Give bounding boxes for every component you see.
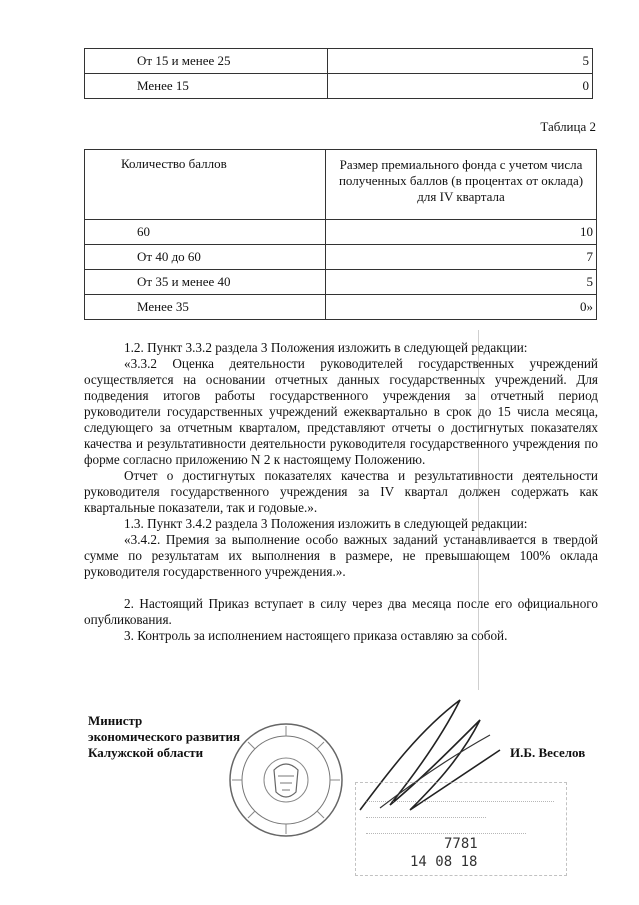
row-value: 7 xyxy=(326,245,597,270)
paragraph: 1.2. Пункт 3.3.2 раздела 3 Положения изложить в следующей редакции: xyxy=(124,340,528,355)
row-value: 10 xyxy=(326,220,597,245)
registration-date: 14 08 18 xyxy=(410,854,478,870)
score-table-continuation xyxy=(84,48,593,99)
row-label: От 40 до 60 xyxy=(85,245,326,270)
row-label: От 15 и менее 25 xyxy=(85,49,328,74)
header-score-count: Количество баллов xyxy=(85,150,326,220)
registration-number: 7781 xyxy=(444,836,478,852)
signatory-line: экономического развития xyxy=(88,729,241,744)
row-label: 60 xyxy=(85,220,326,245)
table-row xyxy=(85,49,593,74)
row-label: Менее 15 xyxy=(85,74,328,99)
table-caption: Таблица 2 xyxy=(540,119,596,134)
table-row xyxy=(85,245,597,270)
paragraph: 1.3. Пункт 3.4.2 раздела 3 Положения изложить в следующей редакции: xyxy=(124,516,528,531)
row-value: 5 xyxy=(326,270,597,295)
row-label: Менее 35 xyxy=(85,295,326,320)
row-value: 0» xyxy=(326,295,597,320)
header-bonus-fund xyxy=(326,150,597,220)
paragraph: «3.4.2. Премия за выполнение особо важных заданий устанавливается в твердой сумме по результатам их выполнения в размере, не превышающем 100% оклада руководителя государственного учреждения.». xyxy=(84,532,598,579)
table-header-row xyxy=(85,150,597,220)
row-value: 0 xyxy=(328,74,593,99)
header-line: Размер премиального фонда с учетом числа xyxy=(339,157,583,172)
document-body xyxy=(84,340,598,644)
table-row xyxy=(85,270,597,295)
official-seal-icon xyxy=(226,720,346,840)
paragraph: 2. Настоящий Приказ вступает в силу через два месяца после его официального опубликования. xyxy=(84,596,598,627)
signatory-title xyxy=(88,713,240,761)
row-value: 5 xyxy=(328,49,593,74)
table-row xyxy=(85,220,597,245)
bonus-fund-table xyxy=(84,149,597,320)
signer-name: И.Б. Веселов xyxy=(510,745,586,760)
paragraph: «3.3.2 Оценка деятельности руководителей государственных учреждений осуществляется на основании отчетных данных государственных учреждений. Для подведения итогов работы государственного учреждения за отчетный период руководители государственных учреждений ежеквартально в срок до 15 числа месяца, следующего за отчетным кварталом, представляют отчеты о достигнутых показателях качества и результативности деятельности руководителя государственного учреждения по форме согласно приложению N 2 к настоящему Положению. xyxy=(84,356,598,467)
row-label: От 35 и менее 40 xyxy=(85,270,326,295)
signatory-line: Калужской области xyxy=(88,745,204,760)
header-line: полученных баллов (в процентах от оклада) xyxy=(338,173,584,188)
table-row xyxy=(85,295,597,320)
signatory-line: Министр xyxy=(88,713,143,728)
table-row xyxy=(85,74,593,99)
header-line: для IV квартала xyxy=(417,189,505,204)
paragraph: 3. Контроль за исполнением настоящего приказа оставляю за собой. xyxy=(124,628,508,643)
paragraph: Отчет о достигнутых показателях качества и результативности деятельности руководителя государственного учреждения за IV квартал должен содержать как квартальные показатели, так и годовые.». xyxy=(84,468,598,515)
